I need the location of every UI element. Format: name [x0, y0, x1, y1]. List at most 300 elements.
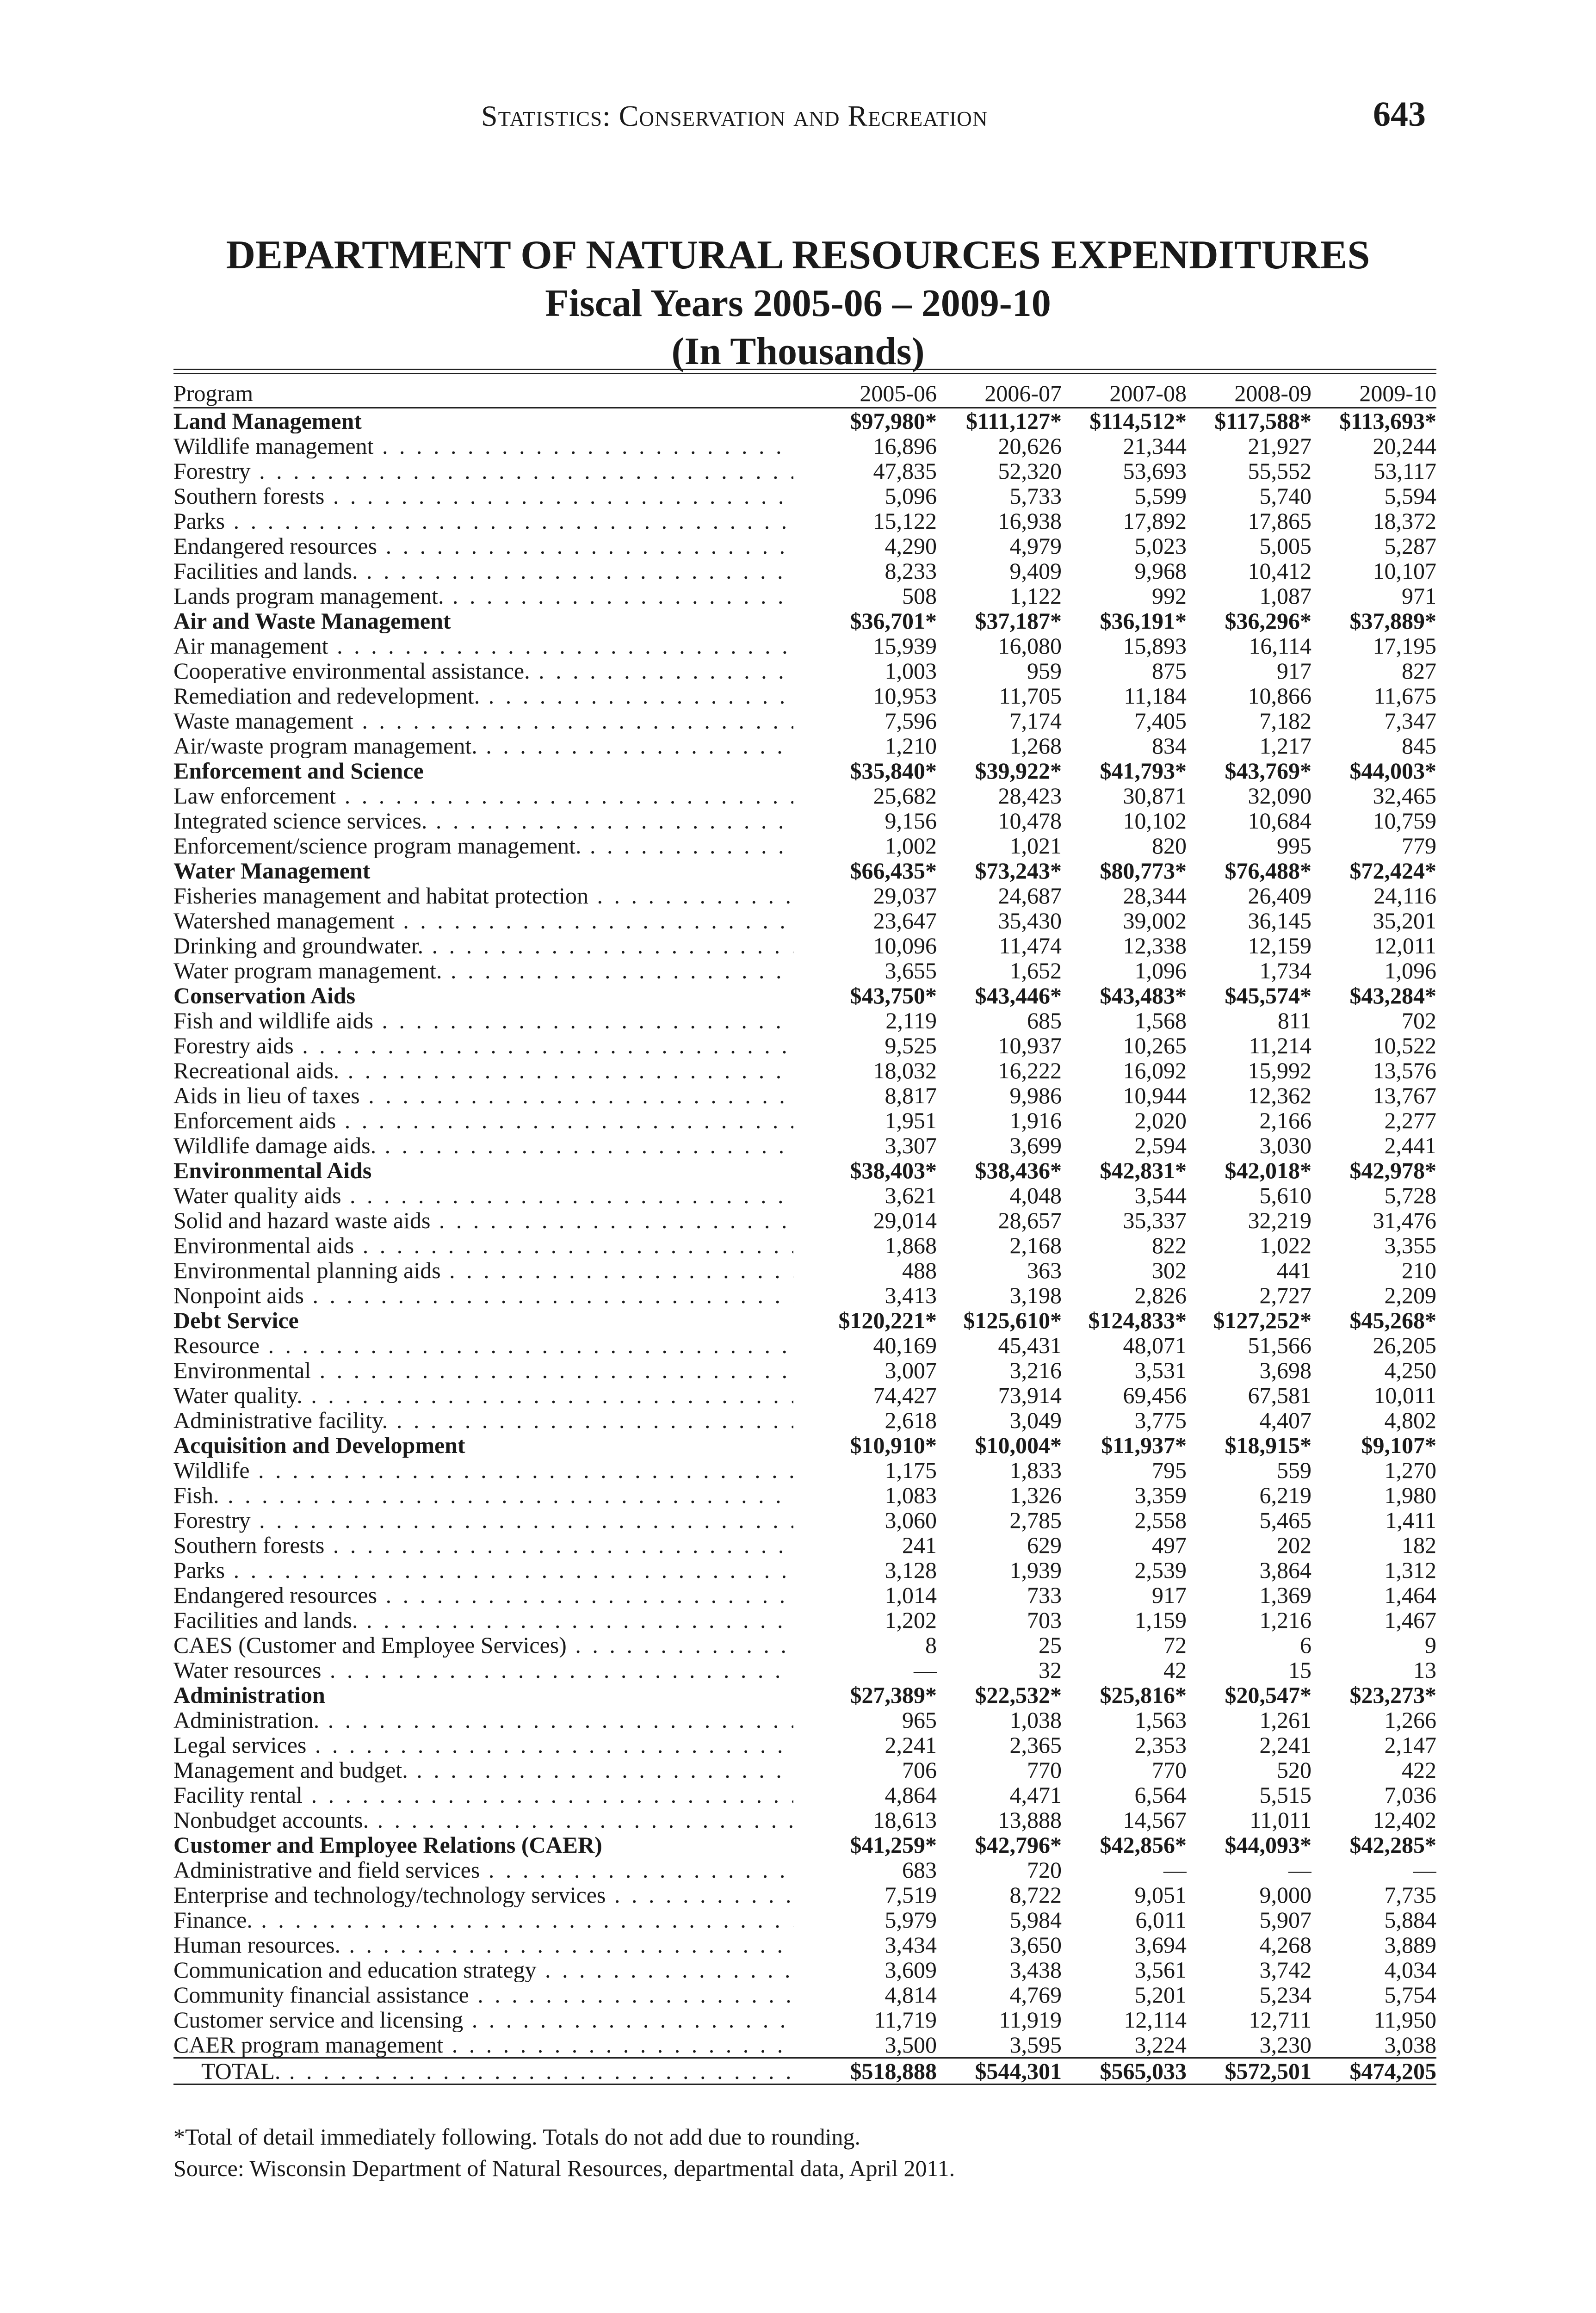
value-cell: 9,051 — [1134, 1882, 1187, 1907]
table-row — [173, 1233, 1436, 1258]
program-label-text: Enterprise and technology/technology services . . . — [173, 1882, 793, 1907]
value-cell: 1,312 — [1384, 1558, 1436, 1583]
value-cell: $43,750* — [850, 983, 937, 1008]
program-label-text: Wildlife management . . . — [173, 433, 793, 458]
value-cell: 2,020 — [1134, 1108, 1187, 1133]
value-cell: 3,198 — [1009, 1283, 1062, 1308]
program-label — [173, 1707, 812, 1732]
program-label-text: TOTAL. . . . — [173, 2059, 793, 2084]
value-cell: 72 — [1163, 1633, 1187, 1657]
program-label-text: Finance. . . . — [173, 1907, 793, 1932]
value-cell: 10,265 — [1123, 1033, 1187, 1058]
program-label-text: Forestry aids . . . — [173, 1033, 793, 1058]
program-label — [173, 1657, 812, 1682]
value-cell: 302 — [1152, 1258, 1187, 1283]
table-row — [173, 1757, 1436, 1782]
value-cell: 47,835 — [873, 458, 937, 483]
value-cell: 1,411 — [1385, 1508, 1436, 1533]
value-cell: 1,951 — [885, 1108, 937, 1133]
value-cell: 10,107 — [1373, 558, 1436, 583]
program-label — [173, 1832, 812, 1857]
value-cell: 2,441 — [1384, 1133, 1436, 1158]
table-row — [173, 458, 1436, 483]
value-cell: 3,650 — [1009, 1932, 1062, 1957]
table-row — [173, 1033, 1436, 1058]
value-cell: 9,156 — [885, 808, 937, 833]
table-row — [173, 1133, 1436, 1158]
value-cell: 2,168 — [1009, 1233, 1062, 1258]
program-label — [173, 1008, 812, 1033]
value-cell: 508 — [902, 583, 937, 608]
table-row — [173, 433, 1436, 458]
value-cell: 6 — [1300, 1633, 1311, 1657]
value-cell: 16,896 — [873, 433, 937, 458]
value-cell: 3,049 — [1009, 1408, 1062, 1433]
value-cell: 30,871 — [1123, 783, 1187, 808]
program-label — [173, 1083, 812, 1108]
value-cell: 1,268 — [1009, 733, 1062, 758]
value-cell: — — [1413, 1857, 1436, 1882]
value-cell: 55,552 — [1248, 458, 1311, 483]
value-cell: 39,002 — [1123, 908, 1187, 933]
value-cell: 5,754 — [1384, 1982, 1436, 2007]
value-cell: 5,979 — [885, 1907, 937, 1932]
value-cell: 3,698 — [1259, 1358, 1311, 1383]
program-label-text: Debt Service — [173, 1308, 299, 1333]
program-label-text: Southern forests . . . — [173, 483, 793, 508]
value-cell: 3,038 — [1384, 2032, 1436, 2058]
section-row — [173, 858, 1436, 883]
program-label-text: Enforcement and Science — [173, 758, 424, 783]
program-label-text: Air and Waste Management — [173, 608, 451, 633]
value-cell: — — [1288, 1857, 1311, 1882]
value-cell: 4,864 — [885, 1782, 937, 1807]
program-label — [173, 1483, 812, 1508]
expenditures-table — [173, 379, 1436, 2085]
value-cell: 1,002 — [885, 833, 937, 858]
value-cell: 3,621 — [885, 1183, 937, 1208]
value-cell: $20,547* — [1225, 1682, 1311, 1707]
program-label — [173, 1782, 812, 1807]
running-head: Statistics: Conservation and Recreation — [481, 99, 988, 132]
program-label — [173, 1433, 812, 1458]
value-cell: 3,434 — [885, 1932, 937, 1957]
value-cell: 7,519 — [885, 1882, 937, 1907]
program-label — [173, 1857, 812, 1882]
value-cell: $9,107* — [1361, 1433, 1436, 1458]
value-cell: 3,775 — [1134, 1408, 1187, 1433]
value-cell: 795 — [1152, 1458, 1187, 1483]
value-cell: 31,476 — [1373, 1208, 1436, 1233]
table-row — [173, 1982, 1436, 2007]
program-label-text: Waste management . . . — [173, 708, 793, 733]
table-row — [173, 1383, 1436, 1408]
value-cell: 2,826 — [1134, 1283, 1187, 1308]
table-row — [173, 2007, 1436, 2032]
value-cell: 9,409 — [1009, 558, 1062, 583]
table-row — [173, 833, 1436, 858]
value-cell: 559 — [1277, 1458, 1311, 1483]
table-row — [173, 1957, 1436, 1982]
value-cell: 1,216 — [1259, 1608, 1311, 1633]
value-cell: 1,467 — [1384, 1608, 1436, 1633]
value-cell: 69,456 — [1123, 1383, 1187, 1408]
program-label-text: Administration. . . . — [173, 1707, 793, 1732]
value-cell: 834 — [1152, 733, 1187, 758]
value-cell: 2,558 — [1134, 1508, 1187, 1533]
value-cell: 13,888 — [998, 1807, 1062, 1832]
value-cell: $43,769* — [1225, 758, 1311, 783]
value-cell: $35,840* — [850, 758, 937, 783]
program-label — [173, 658, 812, 683]
value-cell: 520 — [1277, 1757, 1311, 1782]
value-cell: 17,195 — [1373, 633, 1436, 658]
value-cell: 959 — [1027, 658, 1062, 683]
program-label — [173, 1982, 812, 2007]
program-label — [173, 1882, 812, 1907]
value-cell: 4,814 — [885, 1982, 937, 2007]
value-cell: 3,224 — [1134, 2032, 1187, 2058]
table-row — [173, 733, 1436, 758]
value-cell: 2,147 — [1384, 1732, 1436, 1757]
value-cell: 9,000 — [1259, 1882, 1311, 1907]
value-cell: 1,003 — [885, 658, 937, 683]
program-label — [173, 508, 812, 533]
value-cell: 11,011 — [1250, 1807, 1311, 1832]
table-row — [173, 1208, 1436, 1233]
table-row — [173, 1707, 1436, 1732]
value-cell: 10,011 — [1373, 1383, 1436, 1408]
program-label-text: Lands program management. . . . — [173, 583, 793, 608]
value-cell: 992 — [1152, 583, 1187, 608]
program-label-text: Wildlife damage aids. . . . — [173, 1133, 793, 1158]
value-cell: 1,087 — [1259, 583, 1311, 608]
program-label — [173, 733, 812, 758]
program-label-text: Forestry . . . — [173, 458, 793, 483]
program-label — [173, 1907, 812, 1932]
value-cell: $36,701* — [850, 608, 937, 633]
value-cell: 9,968 — [1134, 558, 1187, 583]
program-label-text: Law enforcement . . . — [173, 783, 793, 808]
program-label-text: Fish. . . . — [173, 1483, 793, 1508]
value-cell: 1,563 — [1134, 1707, 1187, 1732]
table-row — [173, 1483, 1436, 1508]
value-cell: 917 — [1277, 658, 1311, 683]
value-cell: 1,021 — [1009, 833, 1062, 858]
footnote-rounding: *Total of detail immediately following. Totals do not add due to rounding. — [173, 2124, 860, 2150]
value-cell: 5,023 — [1134, 533, 1187, 558]
value-cell: 875 — [1152, 658, 1187, 683]
value-cell: 12,011 — [1373, 933, 1436, 958]
value-cell: 1,868 — [885, 1233, 937, 1258]
value-cell: 3,007 — [885, 1358, 937, 1383]
value-cell: 26,205 — [1373, 1333, 1436, 1358]
program-label-text: Facilities and lands. . . . — [173, 1608, 793, 1633]
value-cell: 2,618 — [885, 1408, 937, 1433]
program-label-text: Water quality. . . . — [173, 1383, 793, 1408]
value-cell: 4,979 — [1009, 533, 1062, 558]
section-row — [173, 608, 1436, 633]
value-cell: 18,613 — [873, 1807, 937, 1832]
value-cell: $124,833* — [1088, 1308, 1187, 1333]
program-label — [173, 2007, 812, 2032]
program-label-text: Water quality aids . . . — [173, 1183, 793, 1208]
value-cell: $572,501 — [1187, 2058, 1311, 2084]
program-label — [173, 2058, 812, 2084]
section-row — [173, 1682, 1436, 1707]
value-cell: 10,866 — [1248, 683, 1311, 708]
value-cell: 3,655 — [885, 958, 937, 983]
value-cell: 10,478 — [998, 808, 1062, 833]
program-label-text: Community financial assistance . . . — [173, 1982, 793, 2007]
program-label — [173, 708, 812, 733]
value-cell: 2,241 — [885, 1732, 937, 1757]
table-top-rule — [173, 369, 1436, 374]
value-cell: 4,471 — [1009, 1782, 1062, 1807]
table-header-row — [173, 379, 1436, 408]
value-cell: 441 — [1277, 1258, 1311, 1283]
value-cell: 995 — [1277, 833, 1311, 858]
value-cell: 12,159 — [1248, 933, 1311, 958]
program-label-text: Fish and wildlife aids . . . — [173, 1008, 793, 1033]
value-cell: 3,307 — [885, 1133, 937, 1158]
value-cell: 1,916 — [1009, 1108, 1062, 1133]
value-cell: 9,986 — [1009, 1083, 1062, 1108]
value-cell: $39,922* — [975, 758, 1062, 783]
table-row — [173, 558, 1436, 583]
value-cell: — — [914, 1657, 937, 1682]
value-cell: 24,687 — [998, 883, 1062, 908]
value-cell: 7,036 — [1384, 1782, 1436, 1807]
value-cell: $45,268* — [1349, 1308, 1436, 1333]
program-label — [173, 1058, 812, 1083]
program-label-text: CAES (Customer and Employee Services) . . . — [173, 1633, 793, 1657]
value-cell: 12,362 — [1248, 1083, 1311, 1108]
value-cell: 35,430 — [998, 908, 1062, 933]
value-cell: 3,230 — [1259, 2032, 1311, 2058]
value-cell: 16,080 — [998, 633, 1062, 658]
value-cell: 1,022 — [1259, 1233, 1311, 1258]
value-cell: 779 — [1402, 833, 1436, 858]
value-cell: 1,159 — [1134, 1608, 1187, 1633]
program-label-text: Fisheries management and habitat protection . . . — [173, 883, 793, 908]
value-cell: $117,588* — [1214, 408, 1311, 433]
value-cell: 182 — [1402, 1533, 1436, 1558]
value-cell: $45,574* — [1225, 983, 1311, 1008]
value-cell: 1,980 — [1384, 1483, 1436, 1508]
value-cell: $66,435* — [850, 858, 937, 883]
table-row — [173, 1458, 1436, 1483]
value-cell: 4,250 — [1384, 1358, 1436, 1383]
value-cell: 35,337 — [1123, 1208, 1187, 1233]
value-cell: 74,427 — [873, 1383, 937, 1408]
program-label — [173, 1283, 812, 1308]
program-label — [173, 1233, 812, 1258]
program-label — [173, 1807, 812, 1832]
table-row — [173, 1333, 1436, 1358]
program-label — [173, 1732, 812, 1757]
value-cell: 1,014 — [885, 1583, 937, 1608]
section-row — [173, 1433, 1436, 1458]
value-cell: $10,004* — [975, 1433, 1062, 1458]
value-cell: 3,128 — [885, 1558, 937, 1583]
title-line-2: Fiscal Years 2005-06 – 2009-10 — [545, 282, 1051, 325]
program-label-text: Communication and education strategy . . . — [173, 1957, 793, 1982]
program-label — [173, 1383, 812, 1408]
section-row — [173, 983, 1436, 1008]
value-cell: 965 — [902, 1707, 937, 1732]
value-cell: 770 — [1027, 1757, 1062, 1782]
value-cell: 13,767 — [1373, 1083, 1436, 1108]
program-label — [173, 1108, 812, 1133]
table-row — [173, 1857, 1436, 1882]
value-cell: 3,060 — [885, 1508, 937, 1533]
table-row — [173, 958, 1436, 983]
value-cell: $37,889* — [1349, 608, 1436, 633]
value-cell: 5,515 — [1259, 1782, 1311, 1807]
value-cell: 702 — [1402, 1008, 1436, 1033]
program-label — [173, 783, 812, 808]
value-cell: 15,939 — [873, 633, 937, 658]
program-label — [173, 1932, 812, 1957]
value-cell: 28,344 — [1123, 883, 1187, 908]
value-cell: 820 — [1152, 833, 1187, 858]
value-cell: 733 — [1027, 1583, 1062, 1608]
value-cell: $76,488* — [1225, 858, 1311, 883]
value-cell: 845 — [1402, 733, 1436, 758]
program-label-text: Administration — [173, 1682, 325, 1707]
table-row — [173, 908, 1436, 933]
value-cell: 3,609 — [885, 1957, 937, 1982]
program-label — [173, 1533, 812, 1558]
value-cell: 11,705 — [999, 683, 1062, 708]
value-cell: 12,114 — [1124, 2007, 1187, 2032]
value-cell: 18,372 — [1373, 508, 1436, 533]
value-cell: 1,096 — [1134, 958, 1187, 983]
value-cell: 5,234 — [1259, 1982, 1311, 2007]
value-cell: 5,005 — [1259, 533, 1311, 558]
value-cell: $97,980* — [850, 408, 937, 433]
value-cell: 629 — [1027, 1533, 1062, 1558]
section-row — [173, 408, 1436, 434]
program-label — [173, 1258, 812, 1283]
value-cell: 6,219 — [1259, 1483, 1311, 1508]
value-cell: 3,359 — [1134, 1483, 1187, 1508]
value-cell: 28,657 — [998, 1208, 1062, 1233]
program-label — [173, 958, 812, 983]
program-label-text: Customer and Employee Relations (CAER) — [173, 1832, 602, 1857]
table-row — [173, 708, 1436, 733]
page-number: 643 — [1373, 95, 1426, 134]
program-label-text: Drinking and groundwater. . . . — [173, 933, 793, 958]
table-row — [173, 1657, 1436, 1682]
value-cell: 73,914 — [998, 1383, 1062, 1408]
value-cell: $38,403* — [850, 1158, 937, 1183]
value-cell: $42,285* — [1349, 1832, 1436, 1857]
value-cell: 1,202 — [885, 1608, 937, 1633]
value-cell: 28,423 — [998, 783, 1062, 808]
program-label-text: Cooperative environmental assistance. . . . — [173, 658, 793, 683]
value-cell: 1,096 — [1384, 958, 1436, 983]
table-row — [173, 633, 1436, 658]
table-row — [173, 583, 1436, 608]
value-cell: 45,431 — [998, 1333, 1062, 1358]
value-cell: 3,531 — [1134, 1358, 1187, 1383]
program-label-text: Forestry . . . — [173, 1508, 793, 1533]
value-cell: 811 — [1277, 1008, 1311, 1033]
value-cell: 5,740 — [1259, 483, 1311, 508]
value-cell: 42 — [1163, 1657, 1187, 1682]
value-cell: 2,365 — [1009, 1732, 1062, 1757]
table-row — [173, 1083, 1436, 1108]
program-label — [173, 583, 812, 608]
section-row — [173, 1308, 1436, 1333]
program-label — [173, 683, 812, 708]
value-cell: $80,773* — [1100, 858, 1187, 883]
value-cell: 3,864 — [1259, 1558, 1311, 1583]
value-cell: 917 — [1152, 1583, 1187, 1608]
value-cell: 48,071 — [1123, 1333, 1187, 1358]
table-row — [173, 1583, 1436, 1608]
value-cell: 497 — [1152, 1533, 1187, 1558]
value-cell: 4,802 — [1384, 1408, 1436, 1433]
value-cell: 241 — [902, 1533, 937, 1558]
value-cell: $42,796* — [975, 1832, 1062, 1857]
title-line-3: (In Thousands) — [671, 330, 925, 373]
value-cell: 16,222 — [998, 1058, 1062, 1083]
value-cell: 3,544 — [1134, 1183, 1187, 1208]
program-label-text: Air management . . . — [173, 633, 793, 658]
column-header: 2008-09 — [1187, 379, 1311, 408]
table-row — [173, 883, 1436, 908]
value-cell: 10,953 — [873, 683, 937, 708]
value-cell: $25,816* — [1100, 1682, 1187, 1707]
table-row — [173, 1408, 1436, 1433]
table-body — [173, 408, 1436, 2084]
value-cell: $544,301 — [937, 2058, 1062, 2084]
value-cell: 15,122 — [873, 508, 937, 533]
value-cell: 1,568 — [1134, 1008, 1187, 1033]
value-cell: 6,011 — [1135, 1907, 1187, 1932]
value-cell: 1,939 — [1009, 1558, 1062, 1583]
value-cell: $127,252* — [1213, 1308, 1311, 1333]
program-label-text: Endangered resources . . . — [173, 1583, 793, 1608]
column-header: Program — [173, 379, 812, 408]
column-header: 2005-06 — [812, 379, 937, 408]
value-cell: 12,402 — [1373, 1807, 1436, 1832]
program-label-text: Nonpoint aids . . . — [173, 1283, 793, 1308]
value-cell: 706 — [902, 1757, 937, 1782]
value-cell: 720 — [1027, 1857, 1062, 1882]
value-cell: 10,759 — [1373, 808, 1436, 833]
value-cell: 703 — [1027, 1608, 1062, 1633]
program-label-text: Environmental . . . — [173, 1358, 793, 1383]
program-label-text: Recreational aids. . . . — [173, 1058, 793, 1083]
table-row — [173, 933, 1436, 958]
program-label-text: Environmental aids . . . — [173, 1233, 793, 1258]
value-cell: 16,114 — [1249, 633, 1311, 658]
program-label-text: Water Management — [173, 858, 371, 883]
value-cell: $42,018* — [1225, 1158, 1311, 1183]
value-cell: 5,594 — [1384, 483, 1436, 508]
value-cell: 2,241 — [1259, 1732, 1311, 1757]
value-cell: 5,201 — [1134, 1982, 1187, 2007]
value-cell: 4,769 — [1009, 1982, 1062, 2007]
program-label — [173, 858, 812, 883]
value-cell: 15,893 — [1123, 633, 1187, 658]
value-cell: 23,647 — [873, 908, 937, 933]
value-cell: $41,793* — [1100, 758, 1187, 783]
